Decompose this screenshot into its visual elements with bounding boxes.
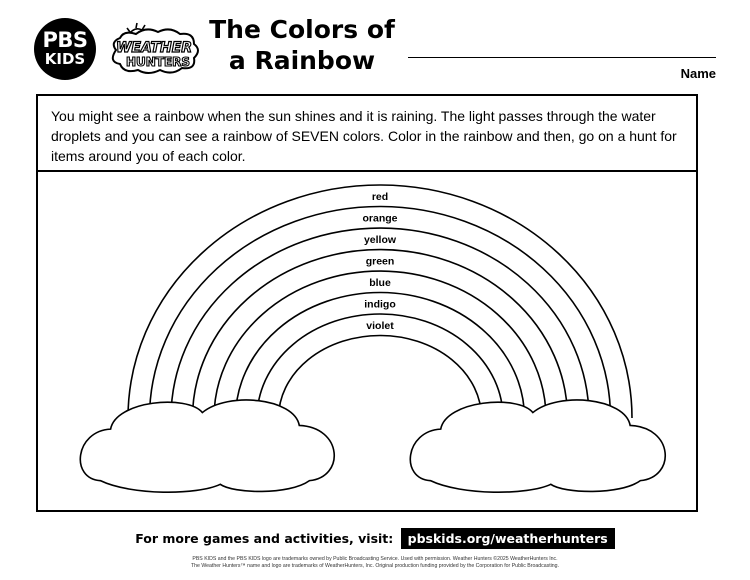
band-label-orange: orange bbox=[362, 212, 398, 225]
footer-fine-print-2: The Weather Hunters™ name and logo are trademarks of WeatherHunters, Inc. Original production funding provided by the Corporation for Public Broadcasting. bbox=[190, 563, 560, 569]
pbs-logo-line1: PBS bbox=[42, 28, 88, 52]
rainbow-arc bbox=[193, 250, 568, 418]
svg-text:WEATHER: WEATHER bbox=[115, 40, 193, 56]
pbs-kids-logo bbox=[34, 18, 96, 80]
band-label-red: red bbox=[371, 190, 389, 203]
rainbow-arc bbox=[236, 293, 525, 418]
band-label-indigo: indigo bbox=[364, 298, 396, 311]
svg-text:HUNTERS: HUNTERS bbox=[125, 55, 191, 69]
rainbow-drawing bbox=[38, 96, 696, 510]
band-label-green: green bbox=[365, 255, 395, 268]
title-line-2: a Rainbow bbox=[228, 46, 376, 75]
left-cloud bbox=[80, 400, 334, 492]
rainbow-arc bbox=[279, 336, 482, 419]
worksheet-frame bbox=[36, 94, 698, 512]
instructions-text: You might see a rainbow when the sun shines and it is raining. The light passes through the water droplets and you can see a rainbow of SEVEN colors. Color in the rainbow and then, go on a hunt for items around you of each color. bbox=[38, 96, 696, 172]
band-label-blue: blue bbox=[369, 276, 391, 289]
footer-prompt: For more games and activities, visit: bbox=[135, 531, 394, 546]
band-label-yellow: yellow bbox=[363, 233, 397, 246]
band-label-violet: violet bbox=[366, 319, 394, 332]
pbs-logo-line2: KIDS bbox=[44, 50, 86, 68]
footer-url[interactable]: pbskids.org/weatherhunters bbox=[401, 528, 615, 549]
name-write-line bbox=[408, 57, 716, 58]
title-line-1: The Colors of bbox=[209, 15, 395, 44]
right-cloud bbox=[410, 400, 665, 492]
footer-fine-print-1: PBS KIDS and the PBS KIDS logo are trademarks owned by Public Broadcasting Service. Used with permission. Weather Hunters ©2025 WeatherHunters Inc. bbox=[192, 556, 558, 562]
page-title bbox=[202, 14, 402, 76]
name-label: Name bbox=[680, 66, 716, 81]
footer-visit bbox=[0, 531, 750, 546]
weather-hunters-logo bbox=[106, 22, 202, 76]
